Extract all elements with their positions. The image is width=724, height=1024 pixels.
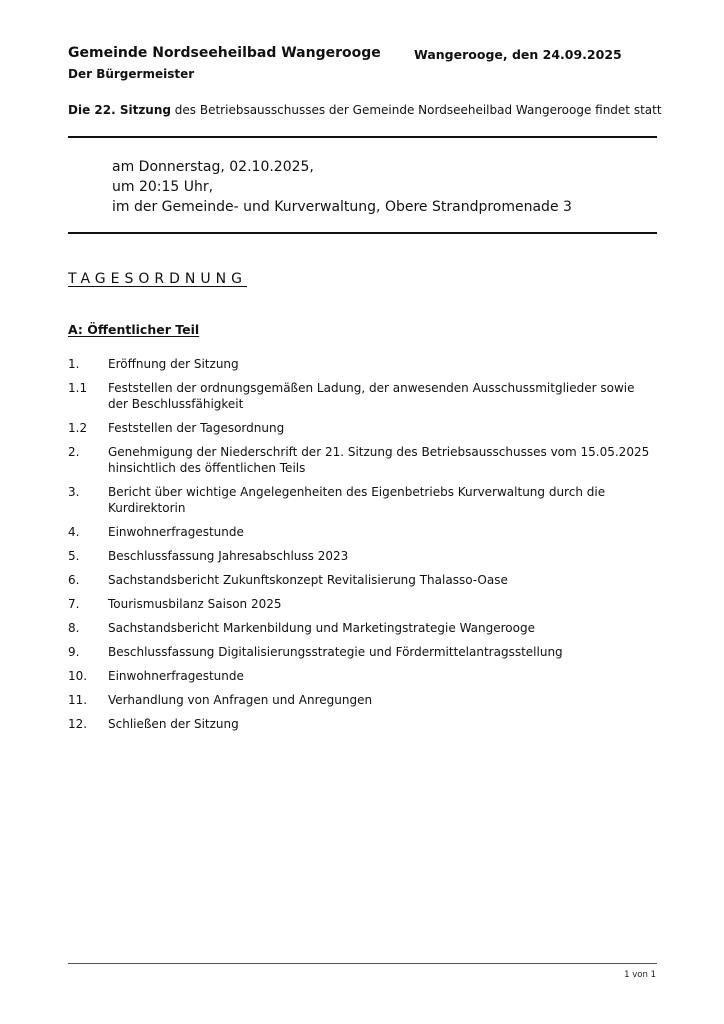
- agenda-item-text: Schließen der Sitzung: [108, 717, 239, 731]
- agenda-item: [68, 644, 658, 660]
- agenda-item-text: Sachstandsbericht Markenbildung und Marketingstrategie Wangerooge: [108, 621, 535, 635]
- agenda-item-number: 8.: [68, 621, 80, 635]
- agenda-item-number: 1.1: [68, 381, 88, 395]
- footer-divider: [68, 963, 657, 964]
- agenda-item: [68, 356, 658, 372]
- agenda-item: [68, 620, 658, 636]
- agenda-item-text: Feststellen der ordnungsgemäßen Ladung, der anwesenden Ausschussmitglieder sowie der Beschlussfähigkeit: [108, 381, 635, 411]
- agenda-item-number: 9.: [68, 645, 80, 659]
- agenda-item: [68, 524, 658, 540]
- agenda-item-text: Beschlussfassung Jahresabschluss 2023: [108, 549, 349, 563]
- agenda-item: [68, 548, 658, 564]
- agenda-item-text: Einwohnerfragestunde: [108, 669, 244, 683]
- agenda-item-number: 12.: [68, 717, 88, 731]
- agenda-item: [68, 692, 658, 708]
- agenda-item-number: 10.: [68, 669, 88, 683]
- agenda-item-number: 7.: [68, 597, 80, 611]
- agenda-item: [68, 716, 658, 732]
- agenda-item-text: Genehmigung der Niederschrift der 21. Sitzung des Betriebsausschusses vom 15.05.2025 hinsichtlich des öffentlichen Teils: [108, 445, 650, 475]
- agenda-item-text: Einwohnerfragestunde: [108, 525, 244, 539]
- divider-top: [68, 136, 657, 138]
- page-number: 1 von 1: [624, 970, 656, 980]
- intro-bold: Die 22. Sitzung: [68, 103, 171, 117]
- agenda-item-number: 3.: [68, 485, 80, 499]
- agenda-item-text: Feststellen der Tagesordnung: [108, 421, 285, 435]
- organization-name: Gemeinde Nordseeheilbad Wangerooge: [68, 45, 381, 61]
- meeting-time: um 20:15 Uhr,: [112, 179, 214, 195]
- agenda-item: [68, 572, 658, 588]
- divider-bottom: [68, 232, 657, 234]
- agenda-item-number: 1.2: [68, 421, 88, 435]
- agenda-item: [68, 668, 658, 684]
- intro-rest: des Betriebsausschusses der Gemeinde Nordseeheilbad Wangerooge findet statt: [170, 103, 662, 117]
- agenda-item-text: Sachstandsbericht Zukunftskonzept Revitalisierung Thalasso-Oase: [108, 573, 508, 587]
- agenda-item-text: Tourismusbilanz Saison 2025: [108, 597, 282, 611]
- issuer-title: Der Bürgermeister: [68, 67, 195, 81]
- section-title: A: Öffentlicher Teil: [68, 322, 200, 337]
- agenda-item: [68, 444, 658, 476]
- agenda-item: [68, 484, 658, 516]
- agenda-list: [68, 356, 658, 740]
- agenda-item-number: 1.: [68, 357, 80, 371]
- agenda-item-number: 2.: [68, 445, 80, 459]
- place-date: Wangerooge, den 24.09.2025: [414, 47, 622, 62]
- agenda-item-text: Beschlussfassung Digitalisierungsstrategie und Fördermittelantragsstellung: [108, 645, 563, 659]
- agenda-item: [68, 596, 658, 612]
- agenda-title: TAGESORDNUNG: [68, 271, 247, 287]
- agenda-item: [68, 420, 658, 436]
- agenda-item-number: 4.: [68, 525, 80, 539]
- agenda-item-number: 11.: [68, 693, 88, 707]
- intro-sentence: [68, 103, 662, 117]
- agenda-item-text: Eröffnung der Sitzung: [108, 357, 239, 371]
- agenda-item-text: Verhandlung von Anfragen und Anregungen: [108, 693, 373, 707]
- meeting-location: im der Gemeinde- und Kurverwaltung, Obere Strandpromenade 3: [112, 199, 572, 215]
- meeting-details: [112, 157, 572, 217]
- meeting-date: am Donnerstag, 02.10.2025,: [112, 159, 314, 175]
- agenda-item-text: Bericht über wichtige Angelegenheiten des Eigenbetriebs Kurverwaltung durch die Kurdirektorin: [108, 485, 606, 515]
- agenda-item-number: 6.: [68, 573, 80, 587]
- agenda-item: [68, 380, 658, 412]
- agenda-item-number: 5.: [68, 549, 80, 563]
